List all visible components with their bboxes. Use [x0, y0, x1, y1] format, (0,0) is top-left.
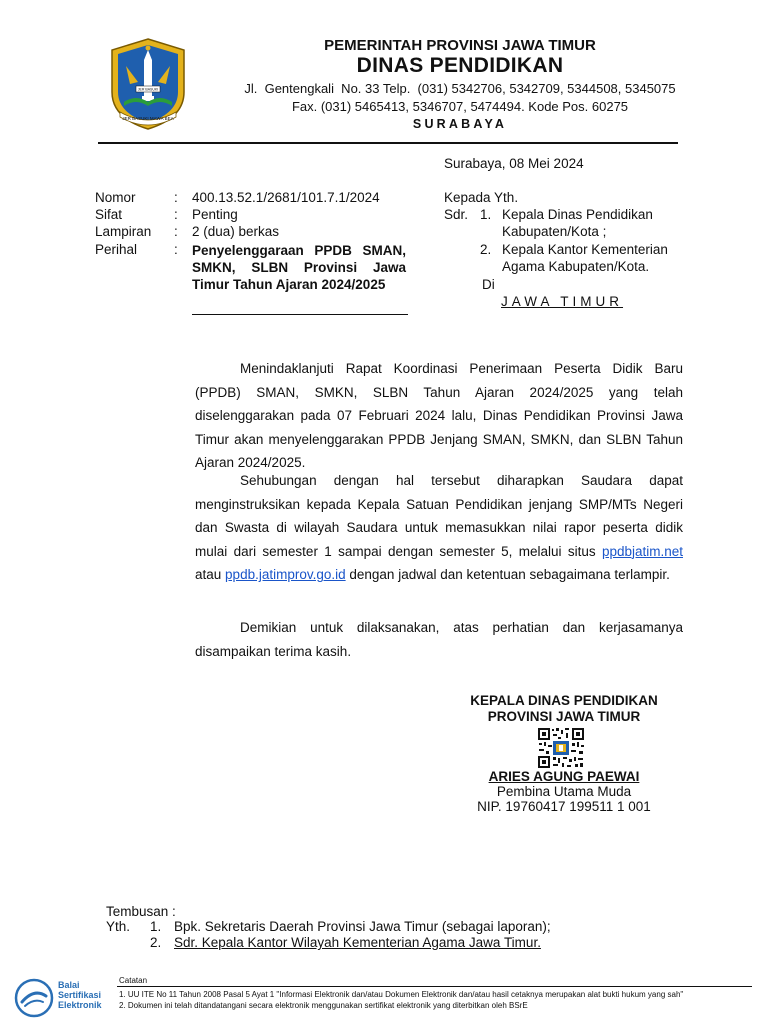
letterhead-city: SURABAYA — [412, 117, 508, 131]
bsre-logo-icon — [14, 978, 54, 1018]
tembusan-label: Tembusan : — [106, 904, 176, 919]
footer-note-1: 1. UU ITE No 11 Tahun 2008 Pasal 5 Ayat 1 "Informasi Elektronik dan/atau Dokumen Elektronik dan/atau hasil cetaknya merupakan alat bukti hukum yang sah" — [119, 990, 684, 999]
letter-date: Surabaya, 08 Mei 2024 — [444, 156, 584, 171]
jawa-timur-coat-of-arms-logo — [106, 36, 190, 132]
paragraph-2-text-a: Sehubungan dengan hal tersebut diharapkan Saudara dapat menginstruksikan kepada Kepala Satuan Pendidikan jenjang SMP/MTs Negeri dan Swasta di wilayah Saudara untuk memasukkan nilai rapor peserta didik mulai dari semester 1 sampai dengan semester 5, melalui situs — [195, 473, 683, 559]
signatory-nip: NIP. 19760417 199511 1 001 — [477, 799, 651, 814]
signatory-title-2: PROVINSI JAWA TIMUR — [487, 709, 641, 724]
signature-qr-code — [537, 727, 585, 769]
recipient-item2-num: 2. — [480, 242, 492, 257]
sifat-colon: : — [174, 207, 178, 222]
signatory-title-1: KEPALA DINAS PENDIDIKAN — [470, 693, 658, 708]
recipient-item1-num: 1. — [480, 207, 492, 222]
tembusan-item1-num: 1. — [150, 919, 162, 934]
perihal-value: Penyelenggaraan PPDB SMAN, SMKN, SLBN Provinsi Jawa Timur Tahun Ajaran 2024/2025 — [192, 243, 406, 293]
paragraph-1-text: Menindaklanjuti Rapat Koordinasi Penerimaan Peserta Didik Baru (PPDB) SMAN, SMKN, SLBN Tahun Ajaran 2024/2025 yang telah diselenggarakan pada 07 Februari 2024 lalu, Dinas Pendidikan Provinsi Jawa Timur akan menyelenggarakan PPDB Jenjang SMAN, SMKN, dan SLBN Tahun Ajaran 2024/2025. — [195, 361, 683, 471]
address-line-1: Jl. Gentengkali No. 33 Telp. (031) 5342706, 5342709, 5344508, 5345075 — [244, 81, 676, 96]
tembusan-item2-num: 2. — [150, 935, 162, 950]
body-paragraph-3 — [195, 616, 683, 663]
recipient-item1-line2: Kabupaten/Kota ; — [502, 224, 607, 239]
signatory-name: ARIES AGUNG PAEWAI — [488, 769, 640, 784]
nomor-label: Nomor — [95, 190, 136, 205]
recipient-greeting: Kepada Yth. — [444, 190, 519, 205]
footer-divider — [117, 986, 752, 987]
tembusan-item1: Bpk. Sekretaris Daerah Provinsi Jawa Timur (sebagai laporan); — [174, 919, 551, 934]
paragraph-2-text-c: dengan jadwal dan ketentuan sebagaimana terlampir. — [349, 567, 670, 583]
signatory-rank: Pembina Utama Muda — [496, 784, 632, 799]
sifat-value: Penting — [192, 207, 238, 222]
department-name: DINAS PENDIDIKAN — [356, 54, 564, 77]
recipient-place: JAWA TIMUR — [501, 294, 624, 309]
perihal-colon: : — [174, 242, 178, 257]
footer-catatan-label: Catatan — [119, 976, 148, 985]
bsre-line-2: Sertifikasi — [58, 990, 102, 1000]
recipient-item1-line1: Kepala Dinas Pendidikan — [502, 207, 653, 222]
recipient-sdr: Sdr. — [444, 207, 469, 222]
address-line-2: Fax. (031) 5465413, 5346707, 5474494. Kode Pos. 60275 — [291, 99, 629, 114]
lampiran-colon: : — [174, 224, 178, 239]
logo-motto: JER BASUKI MAWA BEA — [122, 116, 174, 121]
lampiran-value: 2 (dua) berkas — [192, 224, 280, 239]
paragraph-3-text: Demikian untuk dilaksanakan, atas perhatian dan kerjasamanya disampaikan terima kasih. — [195, 620, 683, 659]
ppdbjatim-link[interactable]: ppdbjatim.net — [601, 543, 683, 559]
letterhead-divider — [98, 142, 678, 144]
bsre-line-3: Elektronik — [58, 1000, 102, 1010]
perihal-label: Perihal — [95, 242, 138, 257]
paragraph-2-text-b: atau — [195, 567, 222, 583]
government-name: PEMERINTAH PROVINSI JAWA TIMUR — [324, 37, 596, 54]
bsre-line-1: Balai — [58, 980, 80, 990]
lampiran-label: Lampiran — [95, 224, 152, 239]
bsre-wordmark — [58, 980, 102, 1010]
recipient-di: Di — [482, 277, 495, 292]
logo-banner-text: JER BASUKI — [137, 87, 159, 92]
footer-note-2: 2. Dokumen ini telah ditandatangani secara elektronik menggunakan sertifikat elektronik yang diterbitkan oleh BSrE — [119, 1001, 528, 1010]
tembusan-item2: Sdr. Kepala Kantor Wilayah Kementerian Agama Jawa Timur. — [174, 935, 541, 950]
recipient-item2-line1: Kepala Kantor Kementerian — [502, 242, 668, 257]
perihal-underline — [192, 314, 408, 315]
nomor-value: 400.13.52.1/2681/101.7.1/2024 — [192, 190, 380, 205]
tembusan-yth: Yth. — [106, 919, 131, 934]
body-paragraph-1 — [195, 357, 683, 475]
nomor-colon: : — [174, 190, 178, 205]
body-paragraph-2 — [195, 469, 683, 587]
sifat-label: Sifat — [95, 207, 123, 222]
recipient-item2-line2: Agama Kabupaten/Kota. — [502, 259, 650, 274]
ppdb-jatimprov-link[interactable]: ppdb.jatimprov.go.id — [225, 567, 346, 583]
